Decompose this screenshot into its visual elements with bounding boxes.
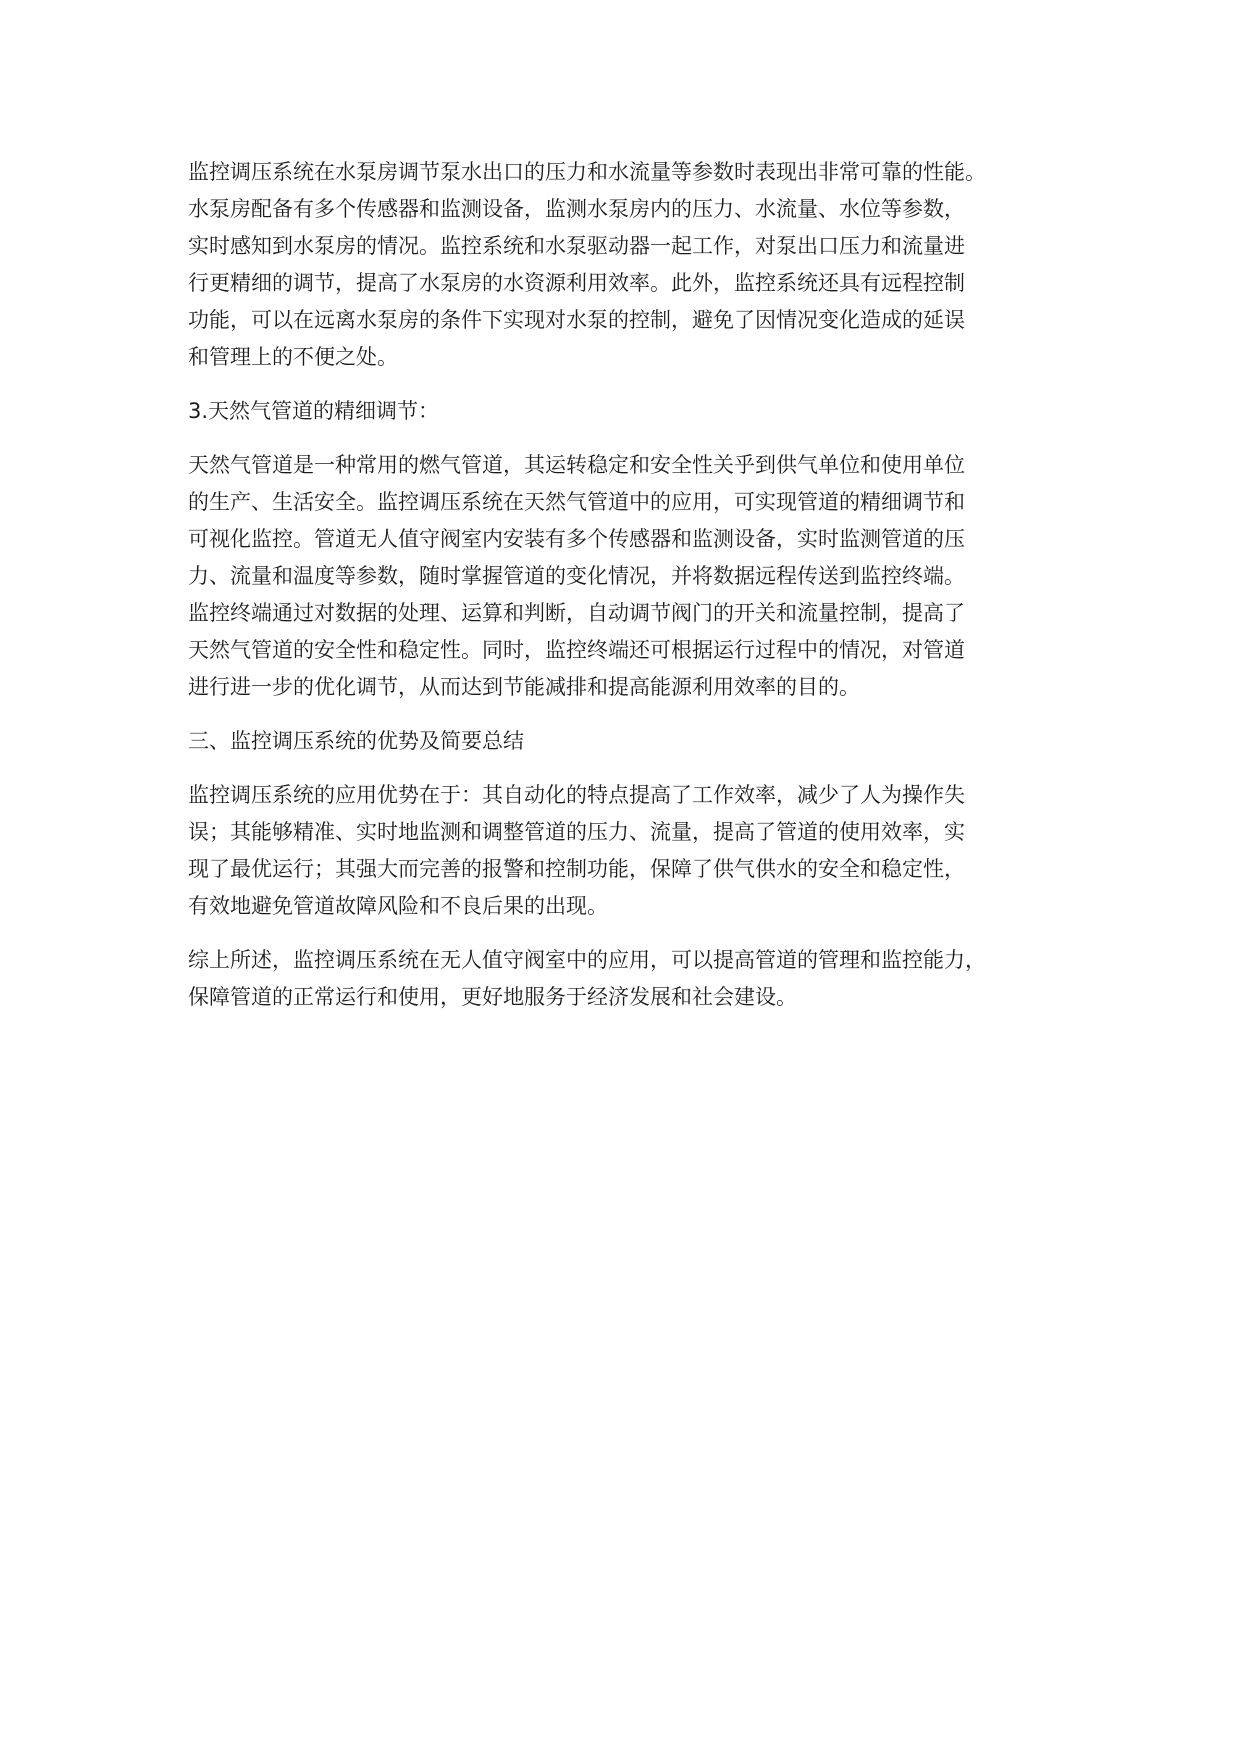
text-line: 综上所述，监控调压系统在无人值守阀室中的应用，可以提高管道的管理和监控能力， [188, 948, 986, 972]
text-line: 监控调压系统的应用优势在于：其自动化的特点提高了工作效率，减少了人为操作失 [188, 783, 965, 807]
paragraph-conclusion [188, 942, 1088, 1016]
text-line: 误；其能够精准、实时地监测和调整管道的压力、流量，提高了管道的使用效率，实 [188, 820, 965, 844]
text-line: 和管理上的不便之处。 [188, 345, 398, 369]
text-line: 功能，可以在远离水泵房的条件下实现对水泵的控制，避免了因情况变化造成的延误 [188, 308, 965, 332]
text-line: 监控调压系统在水泵房调节泵水出口的压力和水流量等参数时表现出非常可靠的性能。 [188, 160, 986, 184]
text-line: 现了最优运行；其强大而完善的报警和控制功能，保障了供气供水的安全和稳定性， [188, 857, 965, 881]
heading-line: 3.天然气管道的精细调节： [188, 399, 440, 423]
text-line: 监控终端通过对数据的处理、运算和判断，自动调节阀门的开关和流量控制，提高了 [188, 601, 965, 625]
paragraph-gas-pipeline [188, 447, 1088, 706]
section-heading-advantages [188, 723, 1088, 760]
text-line: 有效地避免管道故障风险和不良后果的出现。 [188, 894, 608, 918]
section-heading-gas-pipeline [188, 393, 1088, 430]
heading-line: 三、监控调压系统的优势及简要总结 [188, 729, 524, 753]
text-line: 可视化监控。管道无人值守阀室内安装有多个传感器和监测设备，实时监测管道的压 [188, 527, 965, 551]
text-line: 水泵房配备有多个传感器和监测设备，监测水泵房内的压力、水流量、水位等参数， [188, 197, 965, 221]
text-line: 天然气管道的安全性和稳定性。同时，监控终端还可根据运行过程中的情况，对管道 [188, 638, 965, 662]
text-line: 进行进一步的优化调节，从而达到节能减排和提高能源利用效率的目的。 [188, 675, 860, 699]
text-line: 天然气管道是一种常用的燃气管道，其运转稳定和安全性关乎到供气单位和使用单位 [188, 453, 965, 477]
text-line: 力、流量和温度等参数，随时掌握管道的变化情况，并将数据远程传送到监控终端。 [188, 564, 965, 588]
paragraph-advantages [188, 777, 1088, 925]
document-page [188, 154, 1088, 1033]
paragraph-water-pump-room [188, 154, 1088, 376]
text-line: 实时感知到水泵房的情况。监控系统和水泵驱动器一起工作，对泵出口压力和流量进 [188, 234, 965, 258]
text-line: 保障管道的正常运行和使用，更好地服务于经济发展和社会建设。 [188, 985, 797, 1009]
text-line: 的生产、生活安全。监控调压系统在天然气管道中的应用，可实现管道的精细调节和 [188, 490, 965, 514]
text-line: 行更精细的调节，提高了水泵房的水资源利用效率。此外，监控系统还具有远程控制 [188, 271, 965, 295]
